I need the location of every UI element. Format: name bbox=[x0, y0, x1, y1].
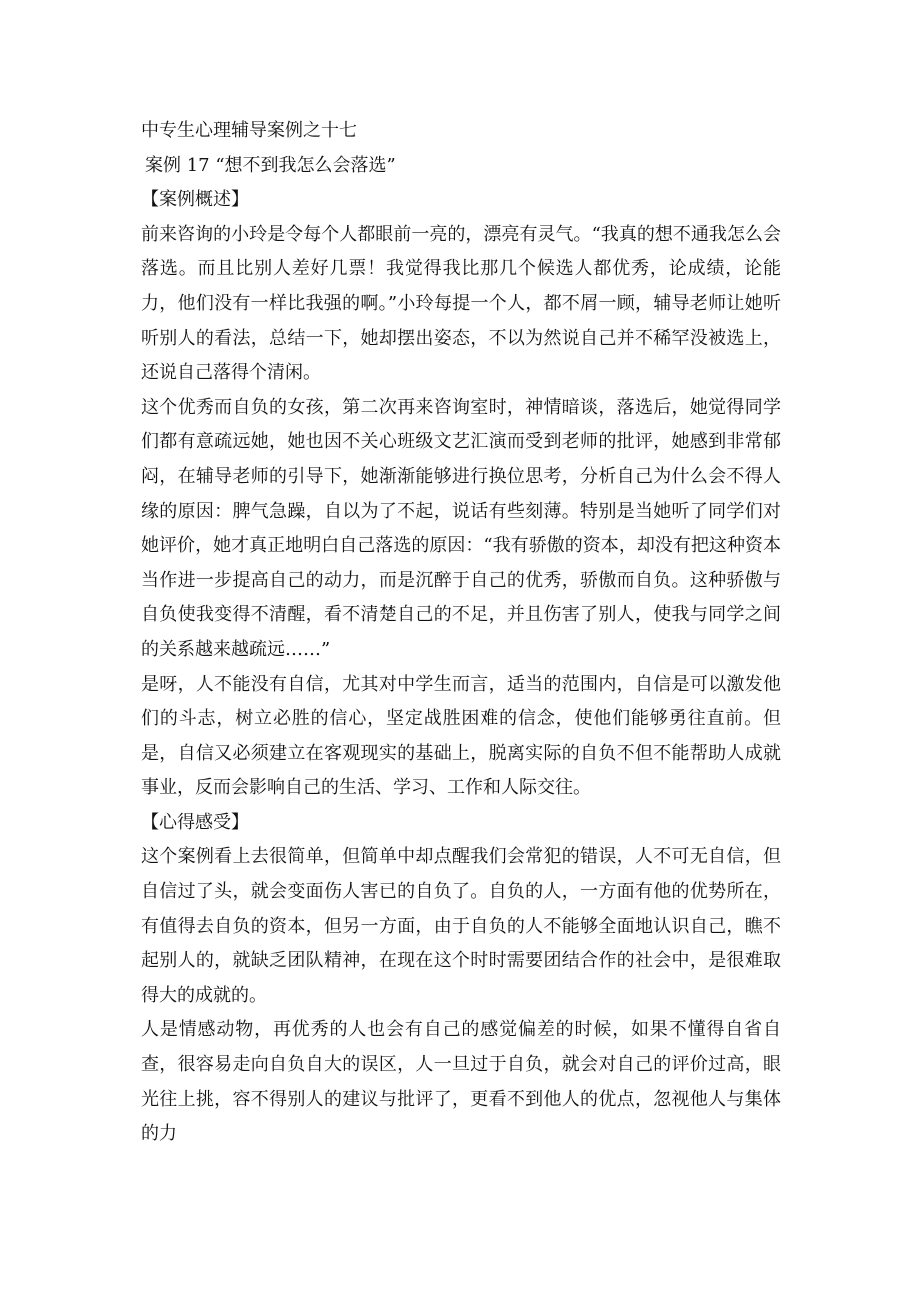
paragraph: 这个案例看上去很简单，但简单中却点醒我们会常犯的错误，人不可无自信，但自信过了头，就会变面伤人害已的自负了。自负的人，一方面有他的优势所在，有值得去自负的资本，但另一方面，由于自负的人不能够全面地认识自己，瞧不起别人的，就缺乏团队精神，在现在这个时时需要团结合作的社会中，是很难取得大的成就的。 bbox=[141, 846, 781, 1006]
paragraph: 这个优秀而自负的女孩，第二次再来咨询室时，神情暗谈，落选后，她觉得同学们都有意疏远她，她也因不关心班级文艺汇演而受到老师的批评，她感到非常郁闷，在辅导老师的引导下，她渐渐能够进行换位思考，分析自己为什么会不得人缘的原因：脾气急躁，自以为了不起，说话有些刻薄。特别是当她听了同学们对她评价，她才真正地明白自己落选的原因：“我有骄傲的资本，却没有把这种资本当作进一步提高自己的动力，而是沉醉于自己的优秀，骄傲而自负。这种骄傲与自负使我变得不清醒，看不清楚自己的不足，并且伤害了别人，使我与同学之间的关系越来越疏远……” bbox=[141, 396, 781, 660]
section-heading-reflection: 【心得感受】 bbox=[141, 811, 249, 833]
paragraph: 前来咨询的小玲是令每个人都眼前一亮的，漂亮有灵气。“我真的想不通我怎么会落选。而且比别人差好几票！我觉得我比那几个候选人都优秀，论成绩，论能力，他们没有一样比我强的啊。”小玲每提一个人，都不屑一顾，辅导老师让她听听别人的看法，总结一下，她却摆出姿态，不以为然说自己并不稀罕没被选上，还说自己落得个清闲。 bbox=[141, 223, 781, 384]
paragraph: 是呀，人不能没有自信，尤其对中学生而言，适当的范围内，自信是可以激发他们的斗志，树立必胜的信心，坚定战胜困难的信念，使他们能够勇往直前。但是，自信又必须建立在客观现实的基础上，脱离实际的自负不但不能帮助人成就事业，反而会影响自己的生活、学习、工作和人际交往。 bbox=[141, 673, 781, 799]
section-heading-overview: 【案例概述】 bbox=[141, 189, 249, 211]
paragraph: 人是情感动物，再优秀的人也会有自己的感觉偏差的时候，如果不懂得自省自查，很容易走向自负自大的误区，人一旦过于自负，就会对自己的评价过高，眼光往上挑，容不得别人的建议与批评了，更看不到他人的优点，忽视他人与集体的力 bbox=[141, 1019, 781, 1145]
document-body bbox=[141, 114, 781, 1152]
document-title: 中专生心理辅导案例之十七 bbox=[141, 120, 357, 141]
case-title: 案例 17 “想不到我怎么会落选” bbox=[145, 154, 396, 176]
